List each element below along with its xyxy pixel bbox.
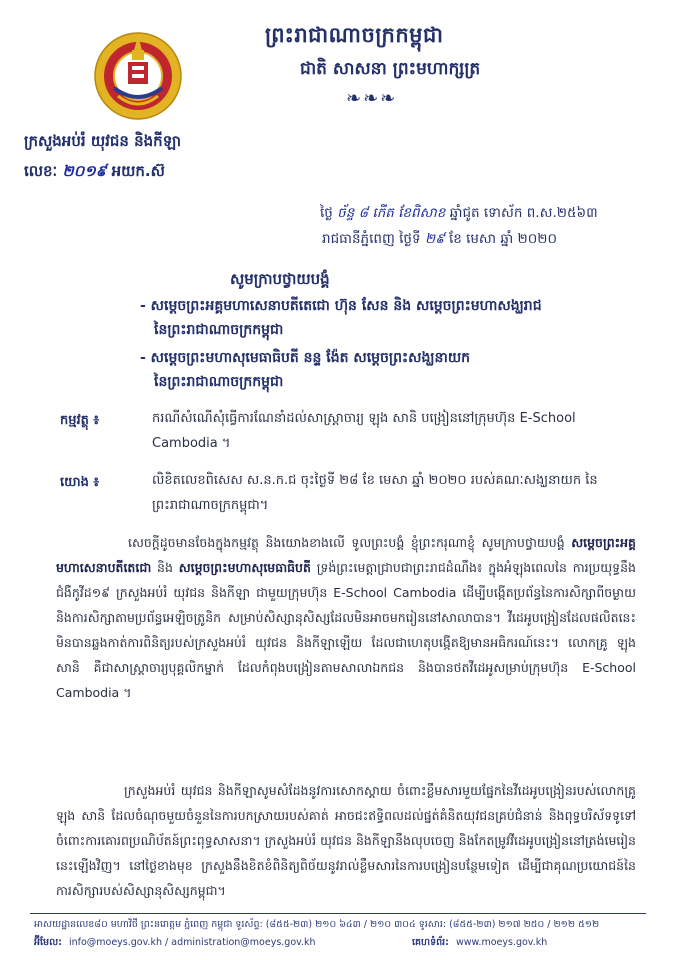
ministry-crest-logo: [92, 30, 184, 122]
email-label: អ៊ីមែល:: [34, 937, 62, 948]
reference-suffix: អយក.ស៊: [111, 162, 165, 180]
solar-date: [322, 230, 557, 250]
solar-date-rest: ខែ មេសា ឆ្នាំ ២០២០: [448, 231, 558, 247]
email-links[interactable]: info@moeys.gov.kh / administration@moeys.gov.kh: [68, 937, 316, 948]
addressee-line-1: - សម្ដេចព្រះអគ្គមហាសេនាបតីតេជោ ហ៊ុន សែន និង សម្ដេចព្រះមហាសង្ឃរាជ: [140, 298, 542, 314]
footer-address: អាសយដ្ឋានលេខ៨០ មហាវិថី ព្រះនរោត្ដម ភ្នំពេញ កម្ពុជា ទូរស័ព្ទ: (៨៥៥-២៣) ២១០ ៦៤៣ / ២១០ ៣០៤ ទូរសារ: (៨៥៥-២៣) ២១៧ ២៥០ / ២១២ ៥១២: [34, 919, 600, 930]
lunar-date: [320, 204, 598, 224]
reference-label: លេខៈ: [24, 162, 58, 180]
salutation: សូមក្រាបថ្វាយបង្គំ: [230, 270, 330, 288]
p1-bold-1: សម្ដេចព្រះអគ្គមហាសេនាបតីតេជោ: [56, 535, 636, 575]
kingdom-title: ព្រះរាជាណាចក្រកម្ពុជា: [265, 23, 444, 47]
p1-bold-2: សម្ដេចព្រះមហាសុមេធាធិបតី: [178, 560, 311, 575]
subject-text-kh: ករណីសំណើសុំធ្វើការណែនាំដល់សាស្ត្រាចារ្យ ឡុង សានិ បង្រៀននៅក្រុមហ៊ុន: [152, 411, 516, 426]
p1-conj: និង: [157, 560, 173, 575]
footer-website: [412, 936, 547, 950]
solar-date-prefix: រាជធានីភ្នំពេញ ថ្ងៃទី: [322, 231, 421, 247]
lunar-date-prefix: ថ្ងៃ: [320, 205, 333, 221]
p1-intro: សេចក្ដីដូចមានចែងក្នុងកម្មវត្ថុ និងយោងខាងលើ ទូលព្រះបង្គំ ខ្ញុំព្រះករុណាខ្ញុំ សូមក្រាបថ្វាយបង្គំ: [128, 535, 565, 550]
reference-number-handwritten: ២០១៩: [62, 162, 107, 180]
national-motto: ជាតិ សាសនា ព្រះមហាក្សត្រ: [300, 59, 481, 79]
reference-text: លិខិតលេខពិសេស ស.ន.ក.ជ ចុះថ្ងៃទី ២៨ ខែ មេសា ឆ្នាំ ២០២០ របស់គណៈសង្ឃនាយក នៃព្រះរាជាណាចក្រកម្ពុជា។: [152, 473, 598, 513]
reference-number: [24, 162, 165, 184]
website-link[interactable]: www.moeys.gov.kh: [456, 937, 548, 948]
addressee-line-2b: នៃព្រះរាជាណាចក្រកម្ពុជា: [154, 374, 284, 390]
body-paragraph-1: [56, 530, 636, 705]
reference-label-field: យោង ៖: [60, 475, 100, 490]
body-paragraph-2: ក្រសួងអប់រំ យុវជន និងកីឡាសូមសំដែងនូវការសោកស្ដាយ ចំពោះខ្លឹមសារមួយផ្នែកនៃវីដេអូបង្រៀនរបស់លោកគ្រូ ឡុង សានិ ដែលចំណុចមួយចំនួននៃការបកស្រាយរបស់គាត់ អាចជះឥទ្ធិពលដល់ផ្នត់គំនិតយុវជនគ្រប់ជំនាន់ និងពុទ្ធបរិស័ទទូទៅ ចំពោះការគោរពប្រណិប័តន៍ព្រះពុទ្ធសាសនា។ ក្រសួងអប់រំ យុវជន និងកីឡានឹងលុបចេញ និងកែតម្រូវវីដេអូបង្រៀននៅត្រង់មេរៀននេះឡើងវិញ។ នៅថ្ងៃខាងមុខ ក្រសួងនឹងខិតខំពិនិត្យពិច័យនូវរាល់ខ្លឹមសារនៃការបង្រៀនបន្ថែមទៀត ដើម្បីជាគុណប្រយោជន៍នៃការសិក្សារបស់សិស្សានុសិស្សកម្ពុជា។: [56, 783, 636, 898]
website-label: គេហទំព័រ:: [412, 937, 449, 948]
footer-emails: [34, 936, 316, 950]
lunar-date-rest: ឆ្នាំជូត ទោស័ក ព.ស.២៥៦៣: [449, 205, 598, 221]
ministry-name: ក្រសួងអប់រំ យុវជន និងកីឡា: [24, 132, 182, 150]
subject-text: [152, 406, 632, 456]
header-ornament: ❧❧❧: [346, 88, 398, 109]
solar-date-day: ២៩: [424, 231, 445, 247]
subject-label: កម្មវត្ថុ ៖: [60, 413, 100, 428]
p1-rest: ទ្រង់ព្រះមេត្តាជ្រាបជាព្រះរាជដំណឹង៖ ក្នុងអំឡុងពេលនៃ ការប្រយុទ្ធនឹងជំងឺកូវីដ១៩ ក្រសួងអប់រំ យុវជន និងកីឡា ជាមួយក្រុមហ៊ុន E-School Cambodia ដើម្បីបង្កើតប្រព័ន្ធនៃការសិក្សាពីចម្ងាយនិងការសិក្សាតាមប្រព័ន្ធអេឡិចត្រូនិក សម្រាប់សិស្សានុសិស្សដែលមិនអាចមករៀននៅសាលាបាន។ វីដេអូបង្រៀនដែលផលិតនេះ មិនបានឆ្លងកាត់ការពិនិត្យរបស់ក្រសួងអប់រំ យុវជន និងកីឡាឡើយ ដែលជាហេតុបង្កើតឱ្យមានអធិករណ៍នេះ។ លោកគ្រូ ឡុង សានិ គឺជាសាស្ត្រាចារ្យបុគ្គលិកម្នាក់ ដែលកំពុងបង្រៀនតាមសាលាឯកជន និងបានថតវីដេអូសម្រាប់ក្រុមហ៊ុន E-School Cambodia ។: [56, 560, 636, 700]
lunar-date-handwritten: ច័ន្ទ ៨ កើត ខែពិសាខ: [337, 205, 446, 221]
subject-company: E-School Cambodia ។: [152, 411, 576, 451]
addressee-line-2: - សម្ដេចព្រះមហាសុមេធាធិបតី នន្ទ ង៉ែត សម្ដេចព្រះសង្ឃនាយក: [140, 350, 471, 366]
addressee-line-1b: នៃព្រះរាជាណាចក្រកម្ពុជា: [154, 322, 284, 338]
footer-divider: [30, 913, 646, 914]
